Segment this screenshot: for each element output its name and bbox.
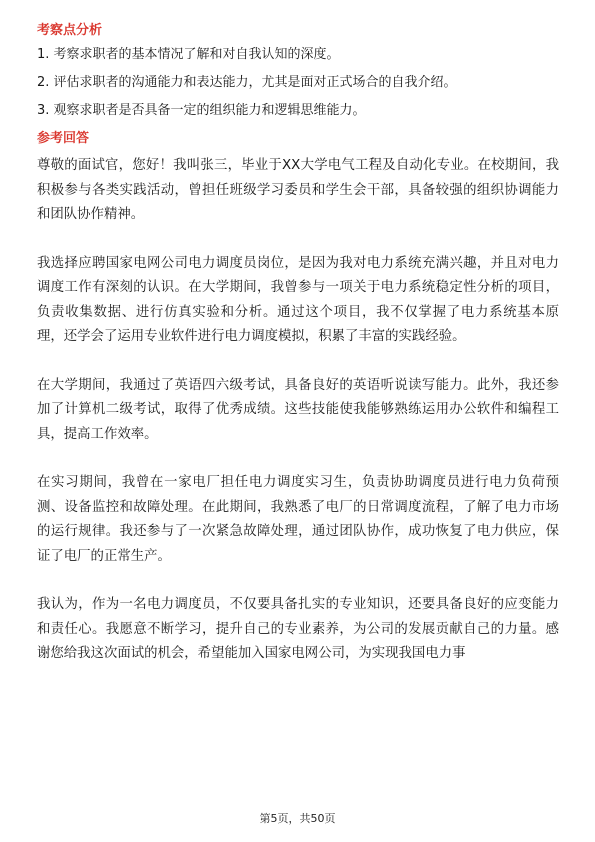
paragraph-spacer [37, 228, 559, 252]
paragraph-spacer [37, 350, 559, 374]
paragraph-spacer [37, 569, 559, 593]
answer-paragraph-4: 在实习期间，我曾在一家电厂担任电力调度实习生，负责协助调度员进行电力负荷预测、设备监控和故障处理。在此期间，我熟悉了电厂的日常调度流程，了解了电力市场的运行规律。我还参与了一次紧急故障处理，通过团队协作，成功恢复了电力供应，保证了电厂的正常生产。 [37, 475, 559, 564]
answer-paragraph-1: 尊敬的面试官，您好！我叫张三，毕业于XX大学电气工程及自动化专业。在校期间，我积极参与各类实践活动，曾担任班级学习委员和学生会干部，具备较强的组织协调能力和团队协作精神。 [37, 158, 559, 222]
page-number: 第5页，共50页 [259, 812, 336, 825]
paragraph-spacer [37, 447, 559, 471]
analysis-item-1: 1. 考察求职者的基本情况了解和对自我认知的深度。 [37, 47, 340, 62]
document-page [37, 22, 559, 667]
answer-paragraph-2: 我选择应聘国家电网公司电力调度员岗位，是因为我对电力系统充满兴趣，并且对电力调度工作有深刻的认识。在大学期间，我曾参与一项关于电力系统稳定性分析的项目，负责收集数据、进行仿真实验和分析。通过这个项目，我不仅掌握了电力系统基本原理，还学会了运用专业软件进行电力调度模拟，积累了丰富的实践经验。 [37, 255, 559, 344]
analysis-item-3: 3. 观察求职者是否具备一定的组织能力和逻辑思维能力。 [37, 103, 366, 118]
analysis-heading: 考察点分析 [37, 23, 103, 38]
answer-paragraph-5: 我认为，作为一名电力调度员，不仅要具备扎实的专业知识，还要具备良好的应变能力和责任心。我愿意不断学习，提升自己的专业素养，为公司的发展贡献自己的力量。感谢您给我这次面试的机会，希望能加入国家电网公司，为实现我国电力事 [37, 597, 559, 661]
answer-paragraph-3: 在大学期间，我通过了英语四六级考试，具备良好的英语听说读写能力。此外，我还参加了计算机二级考试，取得了优秀成绩。这些技能使我能够熟练运用办公软件和编程工具，提高工作效率。 [37, 377, 559, 442]
answer-heading: 参考回答 [37, 131, 90, 146]
analysis-list [37, 46, 559, 120]
analysis-item-2: 2. 评估求职者的沟通能力和表达能力，尤其是面对正式场合的自我介绍。 [37, 75, 457, 90]
